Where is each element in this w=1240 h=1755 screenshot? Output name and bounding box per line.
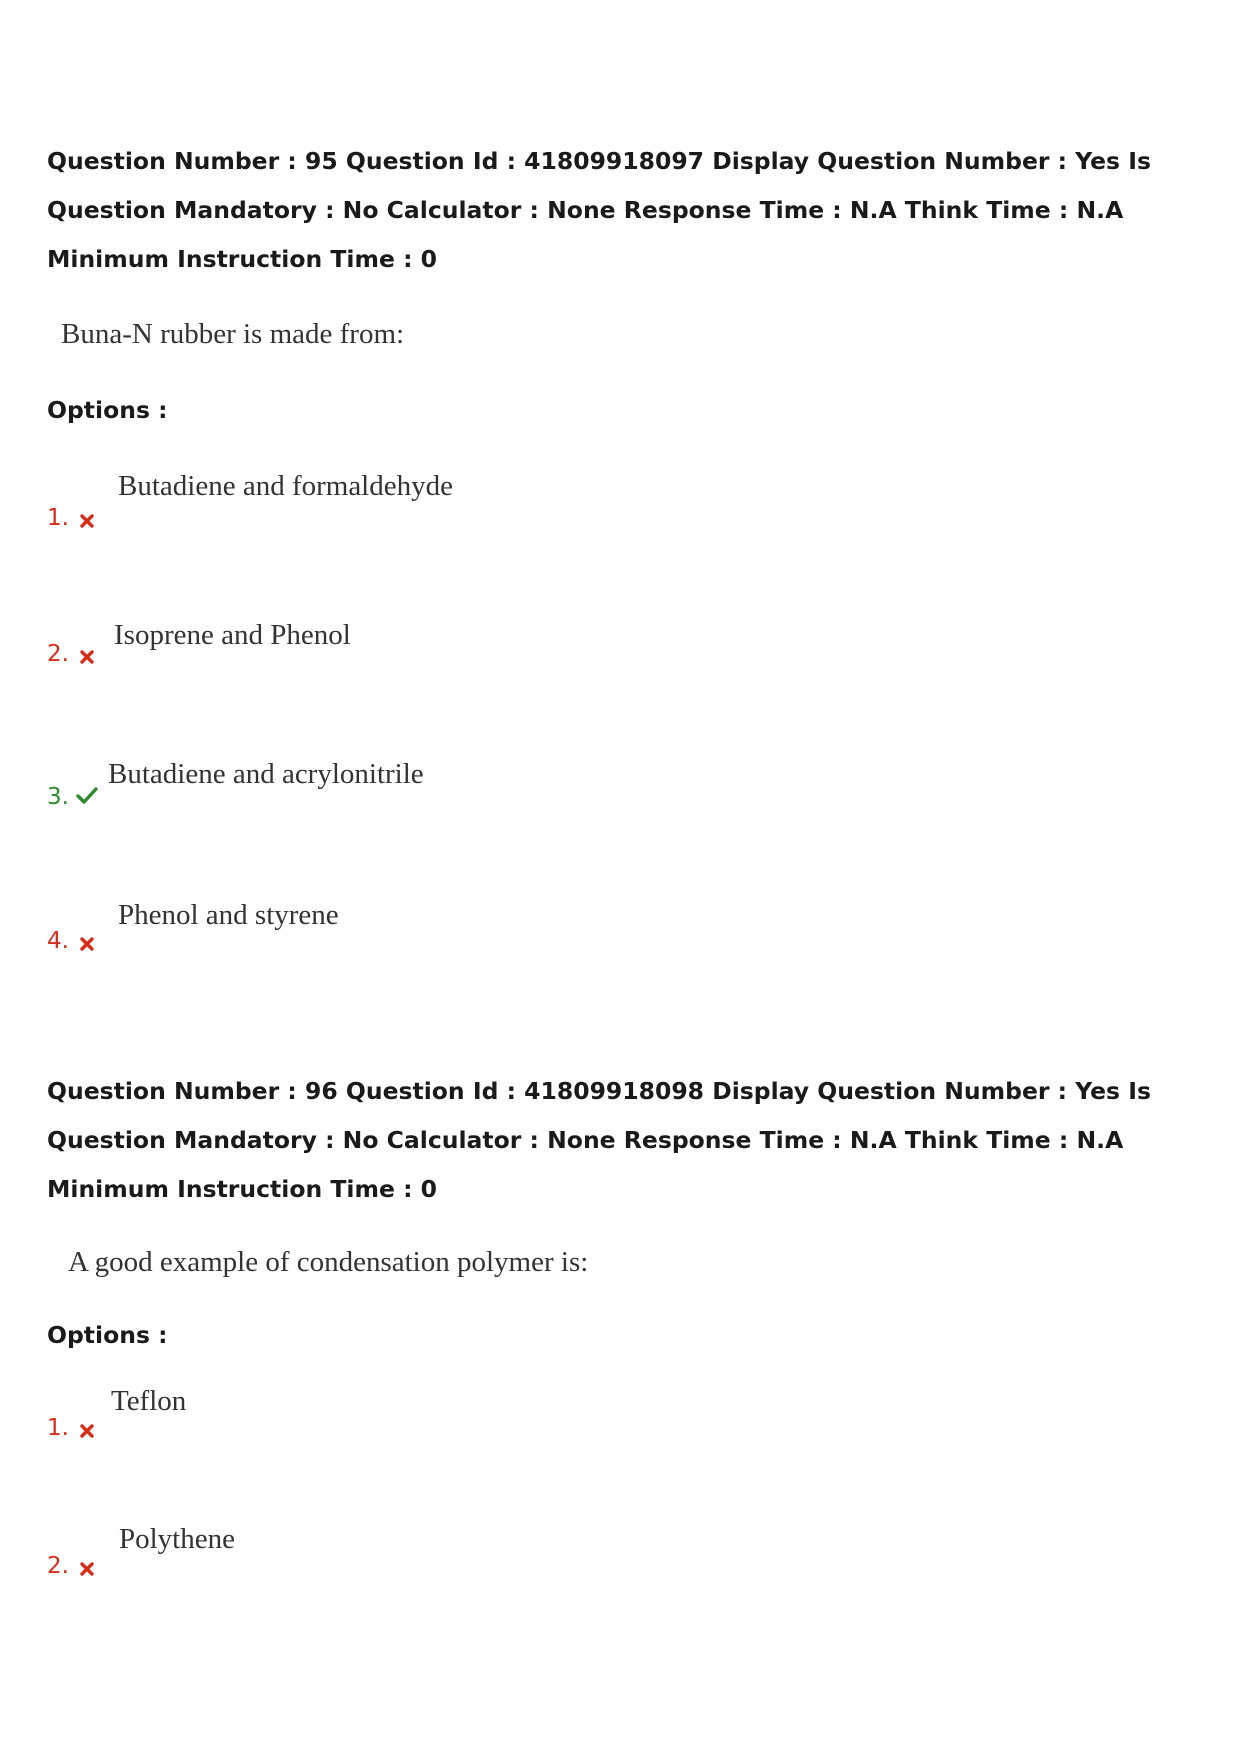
option-text: Isoprene and Phenol <box>114 619 351 651</box>
option-text: Teflon <box>111 1385 187 1417</box>
cross-icon <box>78 512 96 530</box>
question-meta: Question Number : 96 Question Id : 41809918098 Display Question Number : Yes Is Question Mandatory : No Calculator : None Response Time : N.A Think Time : N.A Minimum Instruction Time : 0 <box>47 1077 1151 1203</box>
option-text: Butadiene and acrylonitrile <box>108 758 424 790</box>
check-icon <box>76 786 98 806</box>
option-number: 4. <box>47 928 69 954</box>
cross-icon <box>78 935 96 953</box>
cross-icon <box>78 648 96 666</box>
question-meta: Question Number : 95 Question Id : 41809918097 Display Question Number : Yes Is Question Mandatory : No Calculator : None Response Time : N.A Think Time : N.A Minimum Instruction Time : 0 <box>47 147 1151 273</box>
option-number: 1. <box>47 505 69 531</box>
option-text: Polythene <box>119 1523 235 1555</box>
cross-icon <box>78 1422 96 1440</box>
options-label: Options : <box>47 396 168 424</box>
cross-icon <box>78 1560 96 1578</box>
option-text: Butadiene and formaldehyde <box>118 470 453 502</box>
option-number: 2. <box>47 1553 69 1579</box>
question-stem: A good example of condensation polymer is: <box>68 1246 589 1278</box>
option-number: 2. <box>47 641 69 667</box>
option-number: 1. <box>47 1415 69 1441</box>
question-stem: Buna-N rubber is made from: <box>61 318 405 350</box>
option-text: Phenol and styrene <box>118 899 339 931</box>
options-label: Options : <box>47 1321 168 1349</box>
option-number: 3. <box>47 784 69 810</box>
